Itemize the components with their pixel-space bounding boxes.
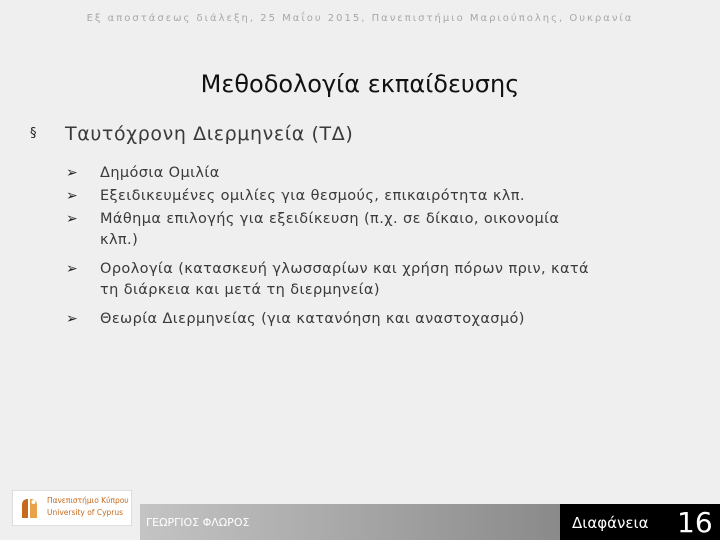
arrow-bullet-icon: ➢ <box>66 211 79 227</box>
slide-title: Μεθοδολογία εκπαίδευσης <box>200 70 520 98</box>
sub-point-text: Εξειδικευμένες ομιλίες για θεσμούς, επικαιρότητα κλπ. <box>100 188 525 204</box>
sub-point-item <box>66 259 696 301</box>
sub-point-item <box>66 309 696 330</box>
arrow-bullet-icon: ➢ <box>66 261 79 277</box>
logo-text-english: University of Cyprus <box>47 508 124 517</box>
sub-point-text-continued: κλπ.) <box>100 232 139 248</box>
sub-point-list <box>66 163 696 330</box>
sub-point-text: Δημόσια Ομιλία <box>100 165 220 181</box>
sub-point-text: Μάθημα επιλογής για εξειδίκευση (π.χ. σε δίκαιο, οικονομία <box>100 211 560 227</box>
slide-header: Εξ αποστάσεως διάλεξη, 25 Μαΐου 2015, Πανεπιστήμιο Μαριούπολης, Ουκρανία <box>86 13 634 24</box>
sub-point-text: Θεωρία Διερμηνείας (για κατανόηση και αναστοχασμό) <box>100 311 525 327</box>
sub-point-item <box>66 163 696 184</box>
university-logo <box>12 490 132 526</box>
main-point-text: Ταυτόχρονη Διερμηνεία (ΤΔ) <box>65 123 354 145</box>
sub-point-item <box>66 186 696 207</box>
slide-label: Διαφάνεια <box>572 514 649 532</box>
sub-point-text: Ορολογία (κατασκευή γλωσσαρίων και χρήση πόρων πριν, κατά <box>100 261 589 277</box>
slide-number: 16 <box>677 506 713 539</box>
logo-text-greek: Πανεπιστήμιο Κύπρου <box>47 496 129 505</box>
footer-author: ΓΕΩΡΓΙΟΣ ΦΛΩΡΟΣ <box>146 516 250 529</box>
main-bullet-marker: § <box>30 126 37 141</box>
arrow-bullet-icon: ➢ <box>66 188 79 204</box>
arrow-bullet-icon: ➢ <box>66 165 79 181</box>
sub-point-item <box>66 209 696 251</box>
university-crest-icon <box>19 496 43 520</box>
sub-point-text-continued: τη διάρκεια και μετά τη διερμηνεία) <box>100 282 380 298</box>
arrow-bullet-icon: ➢ <box>66 311 79 327</box>
